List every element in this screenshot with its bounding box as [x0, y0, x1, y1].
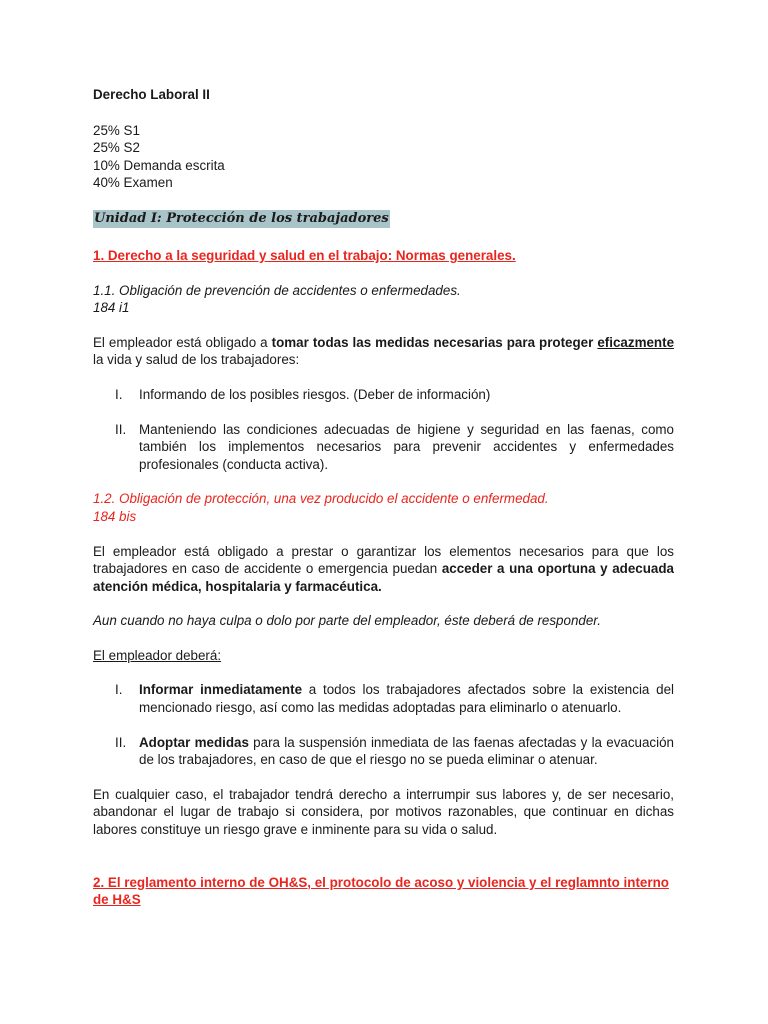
subsection-1-1-title: 1.1. Obligación de prevención de accidentes o enfermedades. [93, 282, 461, 298]
employer-duties-list [93, 681, 674, 768]
subsection-1-2 [93, 490, 674, 525]
paragraph-protection: El empleador está obligado a prestar o garantizar los elementos necesarios para que los trabajadores en caso de accidente o emergencia puedan acceder a una oportuna y adecuada atención médica, hospitalaria y farmacéutica. [93, 543, 674, 594]
paragraph-employer-must: El empleador deberá: [93, 647, 222, 663]
paragraph-liability: Aun cuando no haya culpa o dolo por parte del empleador, éste deberá de responder. [93, 613, 601, 629]
grade-item: 25% S2 [93, 140, 140, 156]
grade-item: 10% Demanda escrita [93, 157, 225, 173]
prevention-list [93, 386, 674, 473]
grade-breakdown [93, 122, 674, 192]
section-1-heading: 1. Derecho a la seguridad y salud en el trabajo: Normas generales. [93, 247, 516, 263]
unit-heading: Unidad I: Protección de los trabajadores [94, 210, 389, 226]
document-title: Derecho Laboral II [93, 87, 210, 102]
paragraph-prevention: El empleador está obligado a tomar todas las medidas necesarias para proteger eficazmente la vida y salud de los trabajadores: [93, 334, 675, 368]
paragraph-worker-rights: En cualquier caso, el trabajador tendrá derecho a interrumpir sus labores y, de ser necesario, abandonar el lugar de trabajo si considera, por motivos razonables, que continuar en dichas labores constituye un riesgo grave e inminente para su vida o salud. [93, 786, 674, 838]
subsection-1-2-ref: 184 bis [93, 508, 137, 524]
grade-item: 40% Examen [93, 175, 173, 191]
subsection-1-2-title: 1.2. Obligación de protección, una vez producido el accidente o enfermedad. [93, 491, 549, 507]
grade-item: 25% S1 [93, 122, 140, 138]
list-item: II. Adoptar medidas para la suspensión inmediata de las faenas afectadas y la evacuación de los trabajadores, en caso de que el riesgo no se pueda eliminar o atenuar. [115, 734, 674, 768]
subsection-1-1-ref: 184 i1 [93, 300, 130, 316]
list-item: I. Informando de los posibles riesgos. (Deber de información) [115, 386, 491, 402]
list-item: II. Manteniendo las condiciones adecuadas de higiene y seguridad en las faenas, como también los implementos necesarios para prevenir accidentes y enfermedades profesionales (conducta activa). [115, 421, 674, 472]
section-2-heading: 2. El reglamento interno de OH&S, el protocolo de acoso y violencia y el reglamnto interno de H&S [93, 874, 669, 908]
subsection-1-1 [93, 282, 674, 317]
list-item: I. Informar inmediatamente a todos los trabajadores afectados sobre la existencia del mencionado riesgo, así como las medidas adoptadas para eliminarlo o atenuarlo. [115, 682, 675, 716]
document-page [93, 86, 674, 909]
